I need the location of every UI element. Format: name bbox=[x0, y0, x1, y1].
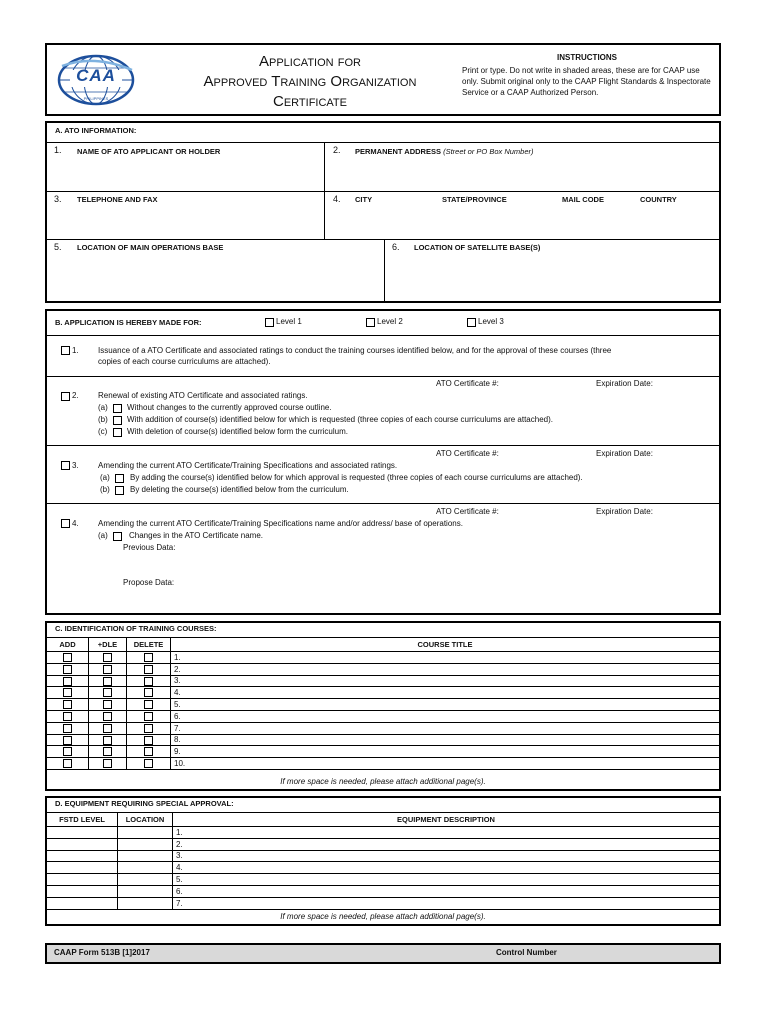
course-add-cell bbox=[47, 687, 89, 699]
course-delete-cell bbox=[127, 699, 171, 711]
title-line3: Certificate bbox=[273, 93, 347, 110]
fstd-level-cell[interactable] bbox=[47, 838, 118, 850]
equipment-header-row bbox=[47, 813, 720, 827]
option-3a-checkbox[interactable] bbox=[115, 474, 124, 483]
level-2-checkbox[interactable] bbox=[366, 318, 375, 327]
table-row bbox=[47, 663, 720, 675]
divider bbox=[46, 335, 720, 336]
courses-table bbox=[46, 637, 720, 770]
fstd-level-cell[interactable] bbox=[47, 885, 118, 897]
divider bbox=[46, 142, 720, 143]
level-1-label: Level 1 bbox=[276, 317, 302, 326]
col-delete: DELETE bbox=[127, 638, 171, 652]
equipment-row-number: 1. bbox=[176, 827, 183, 837]
course-delete-cell bbox=[127, 675, 171, 687]
course-title-cell[interactable] bbox=[171, 746, 720, 758]
equipment-row-number: 6. bbox=[176, 886, 183, 896]
equipment-description-cell[interactable] bbox=[173, 838, 720, 850]
satellite-base-input[interactable] bbox=[390, 254, 715, 298]
field-4-number: 4. bbox=[333, 194, 341, 204]
course-delete-cell bbox=[127, 758, 171, 770]
col-equipment-description: EQUIPMENT DESCRIPTION bbox=[173, 813, 720, 827]
equipment-description-cell[interactable] bbox=[173, 874, 720, 886]
course-title-cell[interactable] bbox=[171, 675, 720, 687]
course-dle-checkbox[interactable] bbox=[103, 665, 112, 674]
location-cell[interactable] bbox=[118, 850, 173, 862]
option-2a-tag: (a) bbox=[98, 403, 108, 412]
fstd-level-cell[interactable] bbox=[47, 874, 118, 886]
course-dle-cell bbox=[89, 734, 127, 746]
option-2c-text: With deletion of course(s) identified below form the curriculum. bbox=[127, 427, 348, 436]
course-dle-cell bbox=[89, 758, 127, 770]
option-4a-checkbox[interactable] bbox=[113, 532, 122, 541]
fstd-level-cell[interactable] bbox=[47, 897, 118, 909]
course-dle-cell bbox=[89, 699, 127, 711]
course-add-cell bbox=[47, 758, 89, 770]
option-2-ato-cert-label: ATO Certificate #: bbox=[436, 379, 499, 388]
course-dle-checkbox[interactable] bbox=[103, 677, 112, 686]
divider bbox=[46, 191, 720, 192]
section-b-heading: B. APPLICATION IS HEREBY MADE FOR: bbox=[55, 318, 202, 327]
course-row-number: 8. bbox=[174, 735, 181, 745]
table-row bbox=[47, 827, 720, 839]
option-3b-checkbox[interactable] bbox=[115, 486, 124, 495]
control-number-label: Control Number bbox=[496, 948, 557, 957]
logo-text: CAA bbox=[76, 66, 116, 85]
course-add-cell bbox=[47, 663, 89, 675]
course-row-number: 2. bbox=[174, 664, 181, 674]
field-3-label: TELEPHONE AND FAX bbox=[77, 195, 158, 204]
course-dle-cell bbox=[89, 746, 127, 758]
course-dle-checkbox[interactable] bbox=[103, 759, 112, 768]
location-cell[interactable] bbox=[118, 897, 173, 909]
table-row bbox=[47, 862, 720, 874]
option-3-checkbox[interactable] bbox=[61, 461, 70, 470]
ato-applicant-name-input[interactable] bbox=[50, 158, 320, 188]
field-6-label: LOCATION OF SATELLITE BASE(S) bbox=[414, 243, 541, 252]
section-a-heading: A. ATO INFORMATION: bbox=[55, 126, 137, 135]
course-delete-checkbox[interactable] bbox=[144, 736, 153, 745]
field-3-number: 3. bbox=[54, 194, 62, 204]
course-delete-checkbox[interactable] bbox=[144, 677, 153, 686]
level-2-label: Level 2 bbox=[377, 317, 403, 326]
option-1-number: 1. bbox=[72, 346, 79, 355]
course-delete-checkbox[interactable] bbox=[144, 688, 153, 697]
option-4-number: 4. bbox=[72, 519, 79, 528]
instructions-text: Print or type. Do not write in shaded areas, these are for CAAP use only. Submit original only to the CAAP Flight Standards & Inspectorate Service or a CAAP Authorized Person. bbox=[462, 66, 711, 97]
option-3b-tag: (b) bbox=[100, 485, 110, 494]
divider bbox=[384, 239, 385, 302]
course-row-number: 5. bbox=[174, 700, 181, 710]
course-add-checkbox[interactable] bbox=[63, 712, 72, 721]
equipment-description-cell[interactable] bbox=[173, 897, 720, 909]
course-dle-cell bbox=[89, 722, 127, 734]
course-delete-checkbox[interactable] bbox=[144, 653, 153, 662]
option-4-text: Amending the current ATO Certificate/Training Specifications name and/or address/ base of operations. bbox=[98, 519, 463, 528]
course-dle-cell bbox=[89, 663, 127, 675]
course-delete-cell bbox=[127, 734, 171, 746]
previous-data-input[interactable] bbox=[190, 541, 710, 555]
course-add-cell bbox=[47, 710, 89, 722]
propose-data-label: Propose Data: bbox=[123, 578, 175, 587]
section-d-heading: D. EQUIPMENT REQUIRING SPECIAL APPROVAL: bbox=[55, 799, 234, 808]
table-row bbox=[47, 874, 720, 886]
form-id: CAAP Form 513B [1]2017 bbox=[54, 948, 150, 957]
course-row-number: 10. bbox=[174, 759, 186, 769]
equipment-description-cell[interactable] bbox=[173, 862, 720, 874]
course-title-cell[interactable] bbox=[171, 722, 720, 734]
course-add-checkbox[interactable] bbox=[63, 736, 72, 745]
option-2b-text: With addition of course(s) identified below for which is requested (three copies of each course curriculums are attached). bbox=[127, 415, 553, 424]
option-2c-checkbox[interactable] bbox=[113, 428, 122, 437]
fstd-level-cell[interactable] bbox=[47, 850, 118, 862]
form-title bbox=[170, 52, 450, 112]
option-1-text-line1: Issuance of a ATO Certificate and associated ratings to conduct the training courses identified below, and for the approval of these courses (three bbox=[98, 346, 612, 355]
option-1-text-line2: copies of each course curriculums are attached). bbox=[98, 357, 271, 366]
field-5-number: 5. bbox=[54, 242, 62, 252]
propose-data-input[interactable] bbox=[190, 576, 710, 590]
option-2a-text: Without changes to the currently approved course outline. bbox=[127, 403, 332, 412]
course-add-checkbox[interactable] bbox=[63, 677, 72, 686]
course-title-cell[interactable] bbox=[171, 710, 720, 722]
option-3a-tag: (a) bbox=[100, 473, 110, 482]
location-cell[interactable] bbox=[118, 838, 173, 850]
table-row bbox=[47, 710, 720, 722]
title-line2: Approved Training Organization bbox=[203, 73, 417, 90]
divider bbox=[324, 142, 325, 239]
table-row bbox=[47, 675, 720, 687]
course-add-cell bbox=[47, 746, 89, 758]
col-location: LOCATION bbox=[118, 813, 173, 827]
field-6-number: 6. bbox=[392, 242, 400, 252]
divider bbox=[46, 503, 720, 504]
course-delete-checkbox[interactable] bbox=[144, 712, 153, 721]
course-dle-checkbox[interactable] bbox=[103, 653, 112, 662]
city-state-input[interactable] bbox=[330, 206, 715, 236]
course-dle-cell bbox=[89, 687, 127, 699]
table-row bbox=[47, 734, 720, 746]
equipment-table bbox=[46, 812, 720, 910]
option-3-ato-cert-label: ATO Certificate #: bbox=[436, 449, 499, 458]
table-row bbox=[47, 758, 720, 770]
course-add-checkbox[interactable] bbox=[63, 747, 72, 756]
course-add-checkbox[interactable] bbox=[63, 724, 72, 733]
course-delete-checkbox[interactable] bbox=[144, 700, 153, 709]
course-add-checkbox[interactable] bbox=[63, 759, 72, 768]
course-add-checkbox[interactable] bbox=[63, 665, 72, 674]
course-delete-checkbox[interactable] bbox=[144, 747, 153, 756]
fstd-level-cell[interactable] bbox=[47, 862, 118, 874]
course-dle-checkbox[interactable] bbox=[103, 688, 112, 697]
option-3b-text: By deleting the course(s) identified below from the curriculum. bbox=[130, 485, 349, 494]
location-cell[interactable] bbox=[118, 885, 173, 897]
permanent-address-input[interactable] bbox=[330, 158, 715, 188]
course-delete-cell bbox=[127, 746, 171, 758]
course-delete-checkbox[interactable] bbox=[144, 665, 153, 674]
field-1-label: NAME OF ATO APPLICANT OR HOLDER bbox=[77, 147, 221, 156]
instructions-heading: INSTRUCTIONS bbox=[557, 53, 617, 62]
course-title-cell[interactable] bbox=[171, 652, 720, 664]
level-3-checkbox[interactable] bbox=[467, 318, 476, 327]
course-dle-cell bbox=[89, 710, 127, 722]
divider bbox=[46, 445, 720, 446]
course-title-cell[interactable] bbox=[171, 663, 720, 675]
course-row-number: 9. bbox=[174, 747, 181, 757]
equipment-row-number: 2. bbox=[176, 839, 183, 849]
caa-logo bbox=[54, 52, 138, 108]
option-3-text: Amending the current ATO Certificate/Training Specifications and associated ratings. bbox=[98, 461, 398, 470]
option-2-text: Renewal of existing ATO Certificate and associated ratings. bbox=[98, 391, 308, 400]
col-course-title: COURSE TITLE bbox=[171, 638, 720, 652]
state-label: STATE/PROVINCE bbox=[442, 195, 507, 204]
equipment-row-number: 3. bbox=[176, 851, 183, 861]
option-2c-tag: (c) bbox=[98, 427, 108, 436]
course-row-number: 7. bbox=[174, 723, 181, 733]
field-2-number: 2. bbox=[333, 145, 341, 155]
equipment-row-number: 7. bbox=[176, 898, 183, 908]
option-2b-checkbox[interactable] bbox=[113, 416, 122, 425]
course-delete-checkbox[interactable] bbox=[144, 724, 153, 733]
course-add-checkbox[interactable] bbox=[63, 700, 72, 709]
option-2-checkbox[interactable] bbox=[61, 392, 70, 401]
equipment-description-cell[interactable] bbox=[173, 827, 720, 839]
mail-code-label: MAIL CODE bbox=[562, 195, 604, 204]
table-row bbox=[47, 746, 720, 758]
table-row bbox=[47, 885, 720, 897]
col-add: ADD bbox=[47, 638, 89, 652]
course-row-number: 6. bbox=[174, 711, 181, 721]
course-dle-checkbox[interactable] bbox=[103, 700, 112, 709]
course-dle-checkbox[interactable] bbox=[103, 724, 112, 733]
table-row bbox=[47, 687, 720, 699]
course-delete-cell bbox=[127, 687, 171, 699]
equipment-description-cell[interactable] bbox=[173, 885, 720, 897]
col-dle: +DLE bbox=[89, 638, 127, 652]
divider bbox=[46, 376, 720, 377]
course-delete-checkbox[interactable] bbox=[144, 759, 153, 768]
courses-header-row bbox=[47, 638, 720, 652]
option-4a-tag: (a) bbox=[98, 531, 108, 540]
location-cell[interactable] bbox=[118, 862, 173, 874]
course-title-cell[interactable] bbox=[171, 734, 720, 746]
telephone-fax-input[interactable] bbox=[50, 206, 320, 236]
table-row bbox=[47, 652, 720, 664]
course-add-cell bbox=[47, 675, 89, 687]
option-3-number: 3. bbox=[72, 461, 79, 470]
level-1-checkbox[interactable] bbox=[265, 318, 274, 327]
course-add-cell bbox=[47, 699, 89, 711]
fstd-level-cell[interactable] bbox=[47, 827, 118, 839]
course-add-cell bbox=[47, 652, 89, 664]
table-row bbox=[47, 897, 720, 909]
table-row bbox=[47, 838, 720, 850]
table-row bbox=[47, 699, 720, 711]
option-4a-text: Changes in the ATO Certificate name. bbox=[129, 531, 263, 540]
course-title-cell[interactable] bbox=[171, 758, 720, 770]
course-add-cell bbox=[47, 722, 89, 734]
table-row bbox=[47, 722, 720, 734]
divider bbox=[46, 239, 720, 240]
col-fstd-level: FSTD LEVEL bbox=[47, 813, 118, 827]
field-5-label: LOCATION OF MAIN OPERATIONS BASE bbox=[77, 243, 224, 252]
course-title-cell[interactable] bbox=[171, 699, 720, 711]
option-2-expiration-label: Expiration Date: bbox=[596, 379, 653, 388]
equipment-row-number: 5. bbox=[176, 875, 183, 885]
course-delete-cell bbox=[127, 652, 171, 664]
option-4-ato-cert-label: ATO Certificate #: bbox=[436, 507, 499, 516]
section-d-note: If more space is needed, please attach additional page(s). bbox=[280, 912, 486, 921]
course-dle-checkbox[interactable] bbox=[103, 747, 112, 756]
location-cell[interactable] bbox=[118, 874, 173, 886]
option-1-checkbox[interactable] bbox=[61, 346, 70, 355]
field-2-hint: (Street or PO Box Number) bbox=[443, 147, 534, 156]
level-3-label: Level 3 bbox=[478, 317, 504, 326]
equipment-description-cell[interactable] bbox=[173, 850, 720, 862]
field-2-label-text: PERMANENT ADDRESS bbox=[355, 147, 441, 156]
course-row-number: 4. bbox=[174, 688, 181, 698]
field-2-label bbox=[355, 147, 534, 156]
course-add-checkbox[interactable] bbox=[63, 653, 72, 662]
section-c-heading: C. IDENTIFICATION OF TRAINING COURSES: bbox=[55, 624, 217, 633]
option-3a-text: By adding the course(s) identified below for which approval is requested (three copies of each course curriculums are attached). bbox=[130, 473, 583, 482]
city-label: CITY bbox=[355, 195, 373, 204]
logo-subtext: PHILIPPINES bbox=[83, 96, 109, 101]
course-dle-cell bbox=[89, 675, 127, 687]
table-row bbox=[47, 850, 720, 862]
option-4-checkbox[interactable] bbox=[61, 519, 70, 528]
option-4-expiration-label: Expiration Date: bbox=[596, 507, 653, 516]
option-2-number: 2. bbox=[72, 391, 79, 400]
previous-data-label: Previous Data: bbox=[123, 543, 176, 552]
location-cell[interactable] bbox=[118, 827, 173, 839]
course-dle-checkbox[interactable] bbox=[103, 736, 112, 745]
course-row-number: 1. bbox=[174, 652, 181, 662]
main-base-input[interactable] bbox=[50, 254, 380, 298]
course-dle-cell bbox=[89, 652, 127, 664]
course-add-checkbox[interactable] bbox=[63, 688, 72, 697]
course-delete-cell bbox=[127, 710, 171, 722]
course-row-number: 3. bbox=[174, 676, 181, 686]
course-delete-cell bbox=[127, 722, 171, 734]
field-1-number: 1. bbox=[54, 145, 62, 155]
option-2b-tag: (b) bbox=[98, 415, 108, 424]
course-add-cell bbox=[47, 734, 89, 746]
section-c-note: If more space is needed, please attach additional page(s). bbox=[280, 777, 486, 786]
equipment-row-number: 4. bbox=[176, 863, 183, 873]
option-2a-checkbox[interactable] bbox=[113, 404, 122, 413]
option-3-expiration-label: Expiration Date: bbox=[596, 449, 653, 458]
course-title-cell[interactable] bbox=[171, 687, 720, 699]
title-line1: Application for bbox=[259, 53, 361, 70]
course-delete-cell bbox=[127, 663, 171, 675]
course-dle-checkbox[interactable] bbox=[103, 712, 112, 721]
country-label: COUNTRY bbox=[640, 195, 677, 204]
